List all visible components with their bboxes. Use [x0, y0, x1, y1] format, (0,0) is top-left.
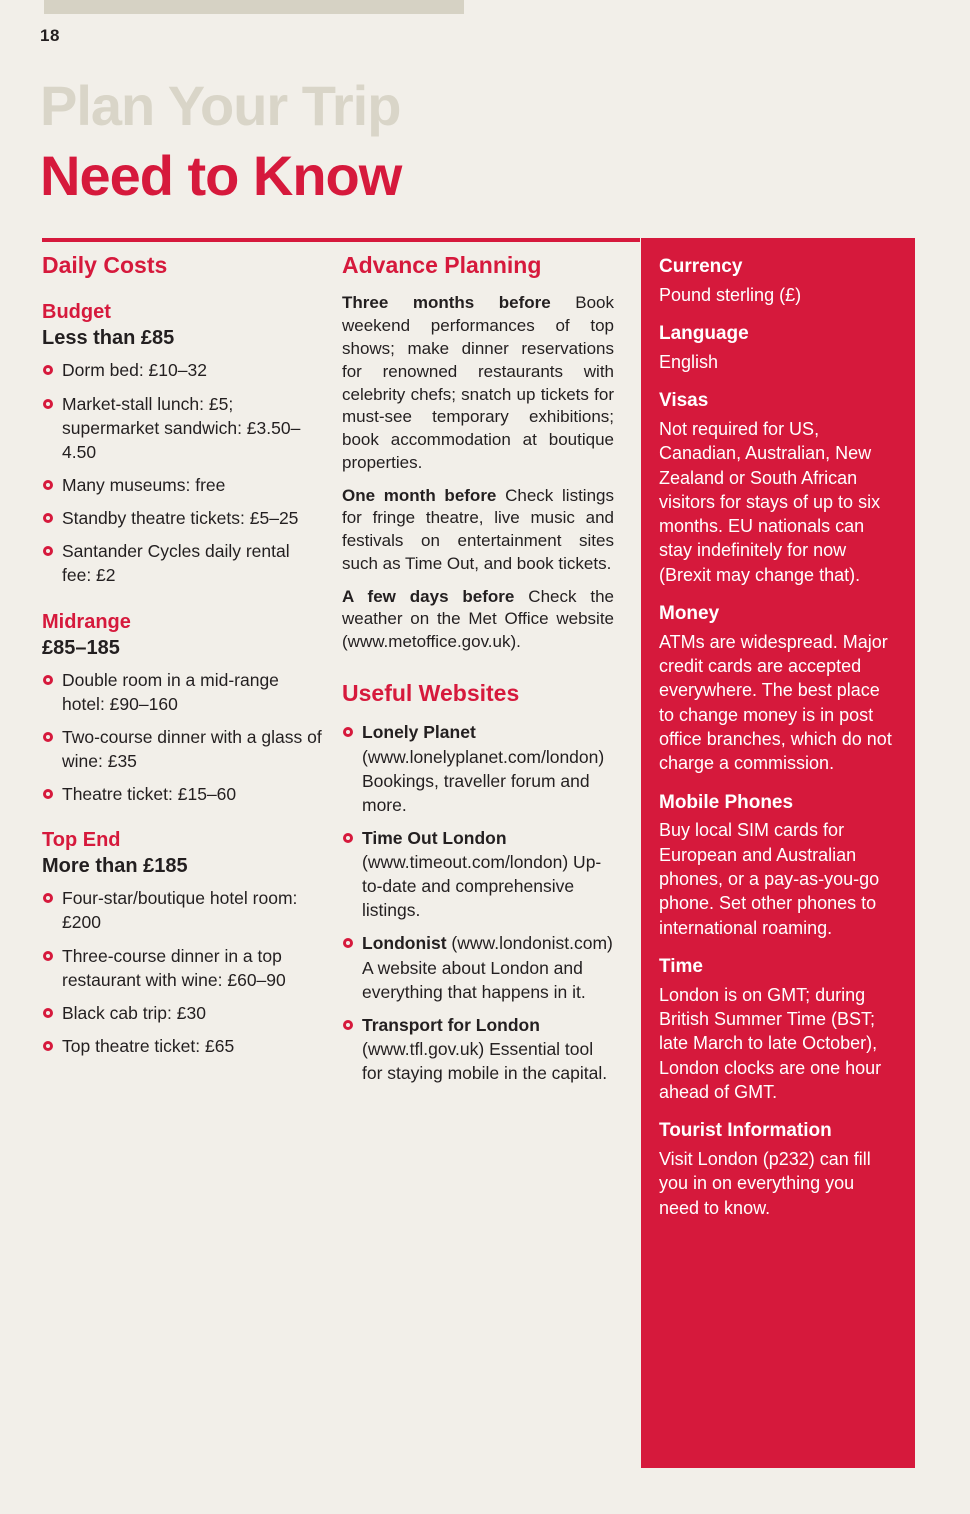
bullet-icon — [343, 833, 353, 843]
sidebar-heading-language: Language — [659, 323, 749, 345]
bullet-icon — [43, 1041, 53, 1051]
advance-entry-lead: A few days before — [342, 586, 515, 606]
list-item-text: Two-course dinner with a glass of wine: £35 — [62, 726, 322, 771]
bullet-icon — [43, 951, 53, 961]
sidebar-text-time: London is on GMT; during British Summer Time (BST; late March to late October), London clocks are one hour ahead of GMT. — [659, 984, 882, 1102]
list-item[interactable] — [342, 931, 614, 1003]
list-item[interactable] — [342, 826, 614, 923]
budget-list — [42, 358, 322, 587]
sidebar-heading-visas: Visas — [659, 390, 709, 412]
list-item — [42, 886, 322, 934]
list-item-text: Standby theatre tickets: £5–25 — [62, 508, 299, 529]
sidebar-heading-time: Time — [659, 955, 704, 977]
advance-entry-lead: Three months before — [342, 293, 551, 313]
subheading-midrange: Midrange — [42, 610, 131, 633]
list-item[interactable] — [342, 720, 614, 817]
website-text: (www.tfl.gov.uk) Essential tool for staying mobile in the capital. — [362, 1039, 608, 1084]
advance-entry-text: Check listings for fringe theatre, live music and festivals on entertainment sites such as Time Out, and book tickets. — [342, 485, 614, 573]
bullet-icon — [43, 513, 53, 523]
list-item-text: Black cab trip: £30 — [62, 1002, 206, 1023]
list-item-text: Double room in a mid-range hotel: £90–160 — [62, 669, 279, 714]
midrange-range: £85–185 — [42, 636, 120, 659]
sidebar-text-money: ATMs are widespread. Major credit cards are accepted everywhere. The best place to change money is in post office branches, which do not charge a commission. — [659, 631, 892, 774]
list-item[interactable] — [342, 1013, 614, 1085]
website-text: (www.lonelyplanet.com/london) Bookings, traveller forum and more. — [362, 746, 605, 815]
useful-websites-list — [342, 720, 614, 1085]
bullet-icon — [43, 399, 53, 409]
list-item-text: Many museums: free — [62, 475, 226, 495]
website-name: Lonely Planet — [362, 722, 476, 743]
bullet-icon — [343, 938, 353, 948]
topend-list — [42, 886, 322, 1058]
sidebar-text-tourist-information: Visit London (p232) can fill you in on everything you need to know. — [659, 1149, 871, 1218]
website-text: (www.londonist.com) A website about London and everything that happens in it. — [362, 933, 613, 1002]
sidebar-heading-tourist-information: Tourist Information — [659, 1120, 832, 1142]
bullet-icon — [343, 1020, 353, 1030]
list-item-text: Santander Cycles daily rental fee: £2 — [62, 541, 290, 586]
advance-entry-text: Check the weather on the Met Office website (www.metoffice.gov.uk). — [342, 586, 615, 652]
list-item — [42, 473, 322, 497]
list-item — [42, 358, 322, 382]
list-item — [42, 1034, 322, 1058]
advance-entry — [342, 485, 614, 576]
column-advance-planning — [342, 252, 614, 1094]
page-title: Need to Know — [40, 144, 402, 207]
section-kicker: Plan Your Trip — [40, 74, 401, 137]
sidebar-text-language: English — [659, 351, 719, 372]
bullet-icon — [43, 732, 53, 742]
list-item — [42, 539, 322, 587]
page-number: 18 — [40, 26, 60, 45]
website-name: Transport for London — [362, 1014, 540, 1035]
heading-advance-planning: Advance Planning — [342, 252, 542, 278]
bullet-icon — [43, 675, 53, 685]
bullet-icon — [43, 546, 53, 556]
heading-useful-websites: Useful Websites — [342, 679, 520, 706]
bullet-icon — [343, 727, 353, 737]
list-item-text: Dorm bed: £10–32 — [62, 360, 207, 381]
list-item-text: Three-course dinner in a top restaurant with wine: £60–90 — [62, 945, 286, 990]
list-item — [42, 725, 322, 773]
column-daily-costs — [42, 252, 322, 1067]
bullet-icon — [43, 789, 53, 799]
list-item-text: Four-star/boutique hotel room: £200 — [62, 888, 298, 933]
bullet-icon — [43, 893, 53, 903]
list-item — [42, 782, 322, 806]
midrange-list — [42, 668, 322, 807]
subheading-budget: Budget — [42, 301, 111, 324]
list-item — [42, 944, 322, 992]
website-text: (www.timeout.com/london) Up-to-date and comprehensive listings. — [362, 852, 602, 921]
bullet-icon — [43, 365, 53, 375]
website-name: Time Out London — [362, 827, 507, 848]
sidebar-text-visas: Not required for US, Canadian, Australian, New Zealand or South African visitors for stays of up to six months. EU nationals can stay indefinitely for now (Brexit may change that). — [659, 418, 881, 585]
advance-entry — [342, 292, 614, 474]
sidebar-heading-money: Money — [659, 603, 720, 625]
list-item — [42, 506, 322, 530]
subheading-topend: Top End — [42, 829, 121, 852]
title-divider — [42, 238, 640, 242]
sidebar-text-currency: Pound sterling (£) — [659, 284, 802, 305]
topend-range: More than £185 — [42, 855, 188, 878]
sidebar-heading-mobile-phones: Mobile Phones — [659, 791, 794, 813]
bullet-icon — [43, 480, 53, 490]
advance-entry-text: Book weekend performances of top shows; make dinner reservations for renowned restaurants with celebrity chefs; snatch up tickets for must-see temporary exhibitions; book accommodation at boutique properties. — [342, 293, 614, 472]
heading-daily-costs: Daily Costs — [42, 252, 168, 278]
header-band — [44, 0, 464, 14]
bullet-icon — [43, 1008, 53, 1018]
advance-entry — [342, 586, 614, 654]
sidebar-heading-currency: Currency — [659, 256, 743, 277]
advance-entry-lead: One month before — [342, 485, 497, 505]
sidebar-text-mobile-phones: Buy local SIM cards for European and Australian phones, or a pay-as-you-go phone. Set other phones to international roaming. — [659, 820, 880, 938]
list-item-text: Theatre ticket: £15–60 — [62, 784, 237, 805]
website-name: Londonist — [362, 933, 447, 954]
budget-range: Less than £85 — [42, 327, 175, 350]
list-item — [42, 392, 322, 464]
sidebar-facts — [641, 238, 915, 1468]
list-item-text: Top theatre ticket: £65 — [62, 1035, 235, 1056]
list-item-text: Market-stall lunch: £5; supermarket sandwich: £3.50–4.50 — [62, 393, 301, 462]
list-item — [42, 668, 322, 716]
list-item — [42, 1001, 322, 1025]
